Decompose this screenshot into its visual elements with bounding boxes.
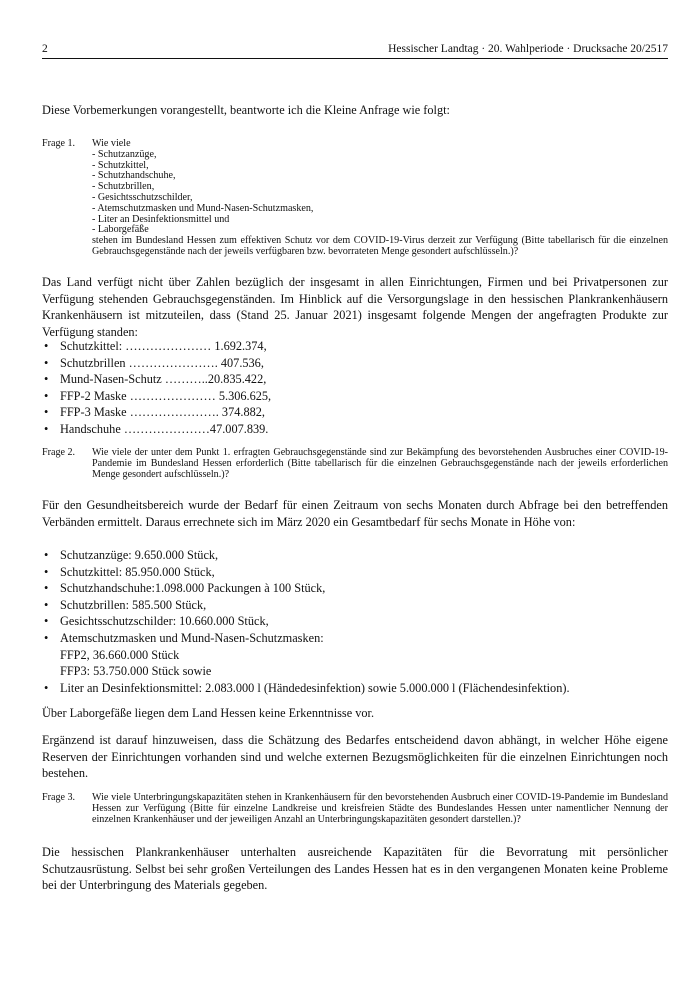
list-item: • Gesichtsschutzschilder: 10.660.000 Stück,	[44, 614, 269, 629]
page-number: 2	[42, 43, 48, 55]
bullet-icon: •	[44, 355, 49, 370]
list-item: • Atemschutzmasken und Mund-Nasen-Schutzmasken: FFP2, 36.660.000 Stück FFP3: 53.750.000 Stück sowie	[42, 630, 668, 680]
question-1-item: - Atemschutzmasken und Mund-Nasen-Schutzmasken,	[92, 202, 314, 214]
ffp3-line: FFP3: 53.750.000 Stück sowie	[60, 664, 212, 679]
bullet-icon: •	[44, 421, 49, 436]
answer-3-text: Die hessischen Plankrankenhäuser unterhalten ausreichende Kapazitäten für die Bevorratung mit persönlicher Schutzausrüstung. Selbst bei sehr großen Verteilungen des Landes Hessen hat es in den vergangenen Monaten keine Probleme bei der Unterbringung des Materials gegeben.	[42, 845, 668, 893]
bullet-icon: •	[44, 388, 49, 403]
intro-paragraph: Diese Vorbemerkungen vorangestellt, beantworte ich die Kleine Anfrage wie folgt:	[42, 103, 450, 117]
question-3-text: Wie viele Unterbringungskapazitäten stehen in Krankenhäusern für den bevorstehenden Ausbruch einer COVID-19-Pandemie im Bundesland Hessen zur Verfügung (Bitte für einzelne Landkreise und kreisfreien Städte des Bundeslandes Hessen unter namentlicher Nennung der einzelnen Krankenhäuser und der jeweiligen Anzahl an Unterbringungskapazitäten gesondert darstellen.)?	[92, 792, 668, 825]
question-1-item: - Schutzhandschuhe,	[92, 170, 176, 182]
bullet-icon: •	[44, 581, 49, 596]
question-1-item: - Schutzbrillen,	[92, 181, 155, 193]
list-item: • FFP-2 Maske ………………… 5.306.625,	[44, 388, 272, 403]
question-2-label: Frage 2.	[42, 447, 76, 458]
question-1-item: - Laborgefäße	[92, 224, 149, 236]
answer-1-text: Das Land verfügt nicht über Zahlen bezüglich der insgesamt in allen Einrichtungen, Firmen und bei Privatpersonen zur Verfügung stehenden Gebrauchsgegenständen. Im Hinblick auf die Versorgungslage in den hessischen Plankrankenhäusern Krankenhäusern ist mitzuteilen, dass (Stand 25. Januar 2021) insgesamt folgende Mengen der angefragten Produkte zur Verfügung standen:	[42, 275, 668, 339]
ffp2-line: FFP2, 36.660.000 Stück	[60, 647, 180, 662]
page-header	[42, 41, 668, 57]
header-rule	[42, 58, 668, 59]
question-1-item: - Schutzanzüge,	[92, 148, 157, 160]
bullet-icon: •	[44, 548, 49, 562]
running-title: Hessischer Landtag · 20. Wahlperiode · Drucksache 20/2517	[388, 43, 668, 55]
question-1-item: - Schutzkittel,	[92, 159, 149, 171]
list-item: • Schutzanzüge: 9.650.000 Stück,	[44, 548, 219, 562]
list-item: • Schutzbrillen: 585.500 Stück,	[44, 597, 207, 612]
question-3	[42, 793, 668, 825]
bullet-icon: •	[44, 564, 49, 579]
bullet-icon: •	[44, 372, 49, 387]
list-item: • Schutzkittel: ………………… 1.692.374,	[44, 339, 267, 353]
supplement-paragraph: Ergänzend ist darauf hinzuweisen, dass die Schätzung des Bedarfes entscheidend davon abhängt, in welcher Höhe eigene Reserven der Einrichtungen vorhanden sind und welche externen Bezugsmöglichkeiten für die einzelnen Einrichtungen noch bestehen.	[42, 733, 668, 781]
bullet-icon: •	[44, 680, 49, 695]
list-item: • FFP-3 Maske …………………. 374.882,	[44, 405, 265, 420]
list-item: • Handschuhe …………………47.007.839.	[44, 421, 269, 436]
bullet-icon: •	[44, 597, 49, 612]
list-item: • Schutzhandschuhe:1.098.000 Packungen à 100 Stück,	[44, 581, 326, 596]
answer-2-list	[42, 547, 668, 696]
question-1	[42, 139, 668, 258]
laborgefaesse-paragraph: Über Laborgefäße liegen dem Land Hessen keine Erkenntnisse vor.	[42, 706, 375, 720]
list-item: • Mund-Nasen-Schutz ………..20.835.422,	[44, 372, 267, 387]
question-1-tail: stehen im Bundesland Hessen zum effektiven Schutz vor dem COVID-19-Virus derzeit zur Verfügung (Bitte tabellarisch für die einzelnen Gebrauchsgegenstände nach der jeweils verfügbaren bzw. bevorrateten Menge gesondert aufschlüsseln.)?	[92, 235, 668, 257]
list-item: • Schutzbrillen …………………. 407.536,	[44, 355, 264, 370]
question-2	[42, 448, 668, 480]
question-2-text: Wie viele der unter dem Punkt 1. erfragten Gebrauchsgegenstände sind zur Bekämpfung des bevorstehenden Ausbruches einer COVID-19-Pandemie im Bundesland Hessen erforderlich (Bitte tabellarisch für die einzelnen Gebrauchsgegenstände nach der jeweils erforderlichen Menge gesondert aufschlüsseln.)?	[92, 447, 668, 480]
answer-1-list	[42, 338, 668, 438]
answer-2-text: Für den Gesundheitsbereich wurde der Bedarf für einen Zeitraum von sechs Monaten durch Abfrage bei den betreffenden Verbänden ermittelt. Daraus errechnete sich im März 2020 ein Gesamtbedarf für sechs Monate in Höhe von:	[42, 498, 668, 529]
bullet-icon: •	[44, 339, 49, 353]
question-1-lead: Wie viele	[92, 138, 131, 149]
bullet-icon: •	[44, 614, 49, 629]
question-1-item: - Gesichtsschutzschilder,	[92, 191, 193, 203]
question-1-label: Frage 1.	[42, 138, 76, 149]
question-1-item: - Liter an Desinfektionsmittel und	[92, 213, 230, 225]
bullet-icon: •	[44, 405, 49, 420]
list-item: • Liter an Desinfektionsmittel: 2.083.000 l (Händedesinfektion) sowie 5.000.000 l (Flächendesinfektion).	[44, 680, 570, 695]
list-item: • Schutzkittel: 85.950.000 Stück,	[44, 564, 215, 579]
bullet-icon: •	[44, 630, 49, 645]
question-3-label: Frage 3.	[42, 792, 76, 803]
